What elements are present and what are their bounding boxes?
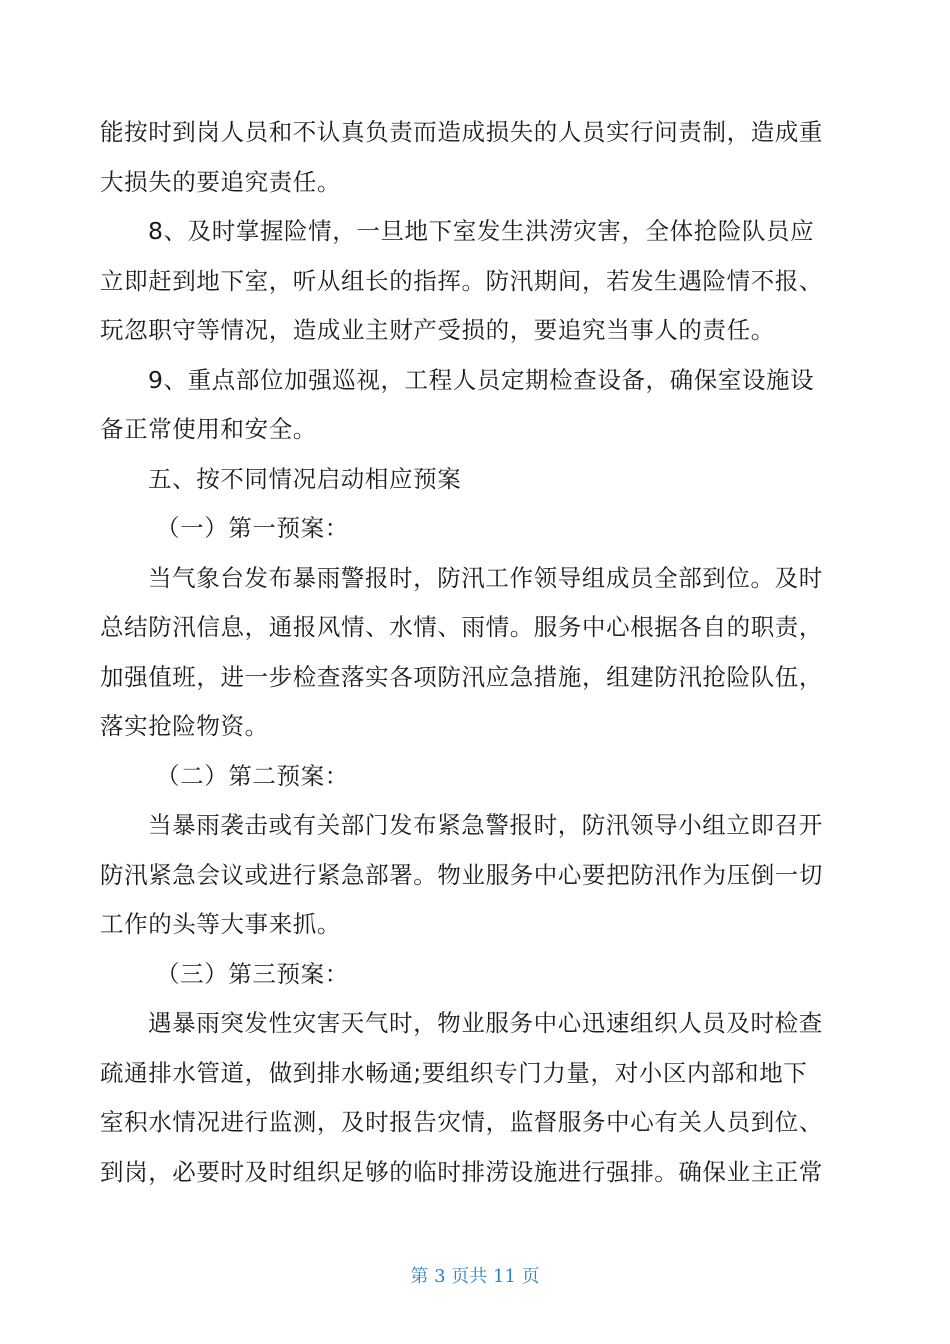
text-line: 总结防汛信息，通报风情、水情、雨情。服务中心根据各自的职责，: [100, 613, 823, 641]
subsection-heading: （二）第二预案：: [156, 761, 349, 790]
page-number-footer: 第 3 页共 11 页: [410, 1266, 540, 1287]
text-line: 备正常使用和安全。: [100, 415, 317, 443]
text-line: 能按时到岗人员和不认真负责而造成损失的人员实行问责制，造成重: [100, 118, 823, 146]
subsection-heading: （一）第一预案：: [156, 514, 349, 542]
document-body: [100, 108, 850, 1197]
text-line: 遇暴雨突发性灾害天气时，物业服务中心迅速组织人员及时检查: [148, 1009, 823, 1037]
text-line: 疏通排水管道，做到排水畅通;要组织专门力量，对小区内部和地下: [100, 1058, 808, 1087]
text-line: 当暴雨袭击或有关部门发布紧急警报时，防汛领导小组立即召开: [148, 811, 823, 839]
text-line: 9、重点部位加强巡视，工程人员定期检查设备，确保室设施设: [148, 365, 815, 394]
text-line: 立即赶到地下室，听从组长的指挥。防汛期间，若发生遇险情不报、: [100, 266, 823, 295]
text-line: 到岗，必要时及时组织足够的临时排涝设施进行强排。确保业主正常: [100, 1157, 823, 1186]
text-line: 玩忽职守等情况，造成业主财产受损的，要追究当事人的责任。: [100, 316, 775, 344]
text-line: 工作的头等大事来抓。: [100, 910, 341, 938]
text-line: 大损失的要追究责任。: [100, 167, 341, 196]
text-line: 加强值班，进一步检查落实各项防汛应急措施，组建防汛抢险队伍，: [100, 662, 823, 691]
text-line: 落实抢险物资。: [100, 712, 269, 740]
text-line: 当气象台发布暴雨警报时，防汛工作领导组成员全部到位。及时: [148, 563, 823, 592]
text-line: 室积水情况进行监测，及时报告灾情，监督服务中心有关人员到位、: [100, 1108, 823, 1136]
section-heading: 五、按不同情况启动相应预案: [148, 464, 462, 493]
subsection-heading: （三）第三预案：: [156, 959, 349, 988]
text-line: 8、及时掌握险情，一旦地下室发生洪涝灾害，全体抢险队员应: [148, 217, 815, 245]
text-line: 防汛紧急会议或进行紧急部署。物业服务中心要把防汛作为压倒一切: [100, 860, 823, 889]
